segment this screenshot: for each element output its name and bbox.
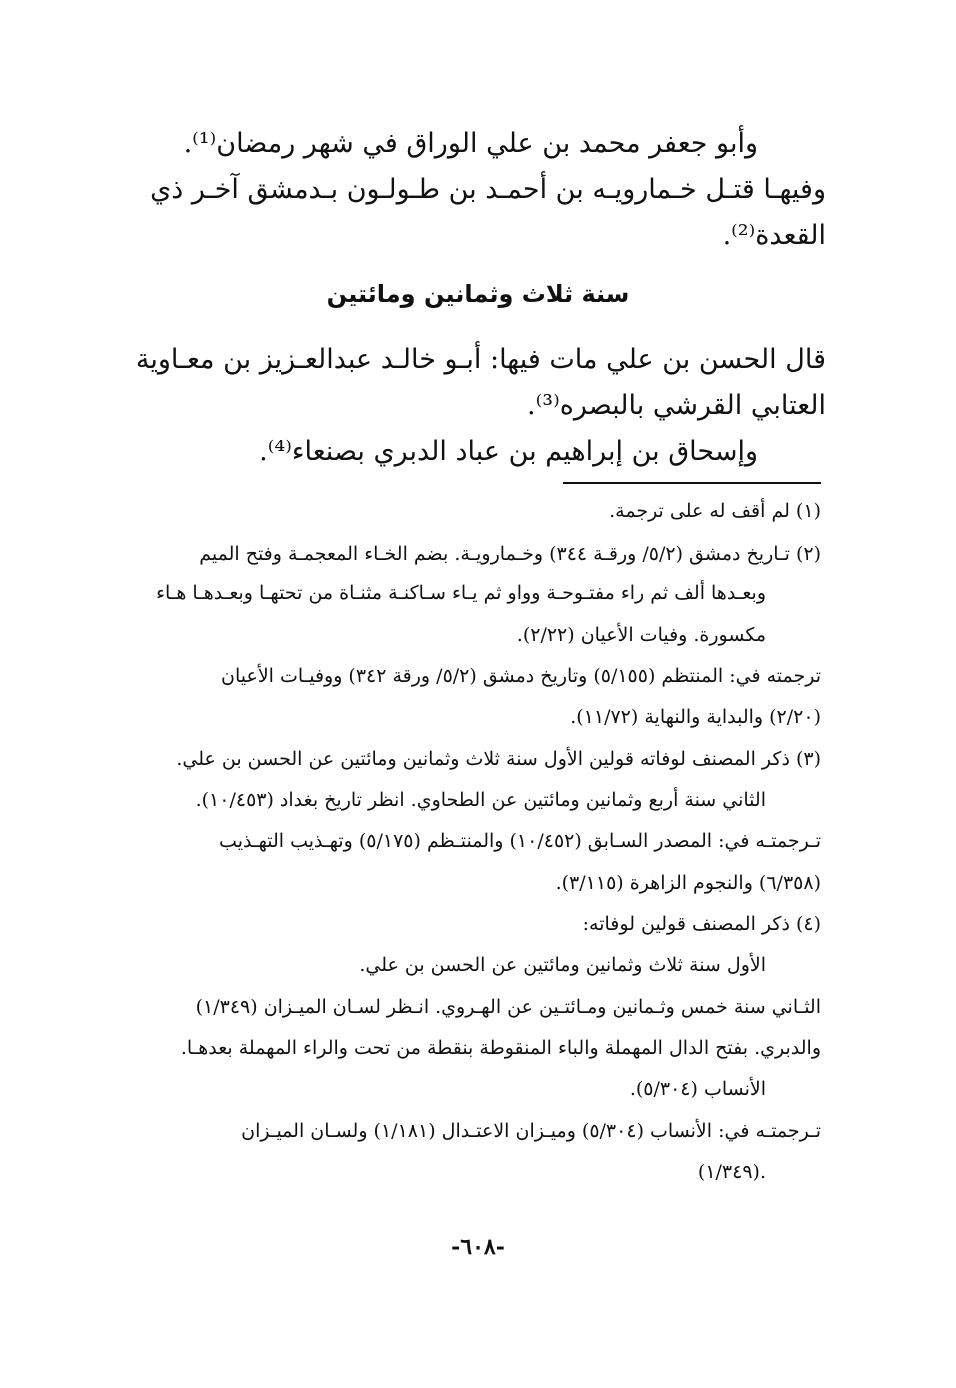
footnote-line-1: (١) لم أقف له على ترجمة. [609,500,821,522]
body-line-2: وفيهـا قتـل خـمارويـه بن أحمـد بن طـولـون بـدمشق آخـر ذي [150,174,826,205]
body-line-1: وأبو جعفر محمد بن علي الوراق في شهر رمضان⁽¹⁾. [183,128,758,159]
body-line-3: القعدة⁽²⁾. [722,220,826,251]
footnote-line-2: (٢) تـاريخ دمشق (٥/٢/ ورقـة ٣٤٤) وخـمارويـة. بضم الخـاء المعجمـة وفتح الميم [199,543,821,565]
footnote-line-10: (٦/٣٥٨) والنجوم الزاهرة (٣/١١٥). [555,872,821,894]
footnote-line-17: (١/٣٤٩). [697,1161,766,1183]
footnote-line-3: وبعـدها ألف ثم راء مفتـوحـة وواو ثم يـاء سـاكنـة مثنـاة من تحتهـا وبعـدهـا هـاء [156,582,766,604]
footnote-line-8: الثاني سنة أربع وثمانين ومائتين عن الطحاوي. انظر تاريخ بغداد (١٠/٤٥٣). [195,789,766,811]
page-number: -٦٠٨- [451,1234,505,1260]
footnote-line-5: ترجمته في: المنتظم (٥/١٥٥) وتاريخ دمشق (٥/٢/ ورقة ٣٤٢) ووفيـات الأعيان [221,665,821,687]
footnote-line-11: (٤) ذكر المصنف قولين لوفاته: [582,913,821,935]
body-line-4: قال الحسن بن علي مات فيها: أبـو خالـد عبدالعـزيز بن معـاوية [135,344,826,375]
body-line-6: وإسحاق بن إبراهيم بن عباد الدبري بصنعاء⁽⁴⁾. [259,436,758,467]
footnote-line-13: الثـاني سنة خمس وثـمانين ومـائتـين عن الهـروي. انـظر لسـان الميـزان (١/٣٤٩) [195,996,821,1018]
body-line-5: العتابي القرشي بالبصره⁽³⁾. [527,390,826,421]
footnote-line-12: الأول سنة ثلاث وثمانين ومائتين عن الحسن بن علي. [359,954,766,976]
year-heading: سنة ثلاث وثمانين ومائتين [326,280,630,308]
footnote-line-16: تـرجمتـه في: الأنساب (٥/٣٠٤) وميـزان الاعتـدال (١/١٨١) ولسـان الميـزان [241,1120,821,1142]
footnote-line-9: تـرجمتـه في: المصدر السـابق (١٠/٤٥٢) والمنتـظم (٥/١٧٥) وتهـذيب التهـذيب [219,830,821,852]
footnote-separator [563,482,821,484]
footnote-line-4: مكسورة. وفيات الأعيان (٢/٢٢). [516,624,766,646]
footnote-line-15: الأنساب (٥/٣٠٤). [629,1078,766,1100]
footnote-line-14: والدبري. بفتح الدال المهملة والباء المنقوطة بنقطة من تحت والراء المهملة بعدهـا. [180,1037,821,1059]
footnote-line-6: (٢/٢٠) والبداية والنهاية (١١/٧٢). [570,706,821,728]
footnote-line-7: (٣) ذكر المصنف لوفاته قولين الأول سنة ثلاث وثمانين ومائتين عن الحسن بن علي. [176,748,821,770]
